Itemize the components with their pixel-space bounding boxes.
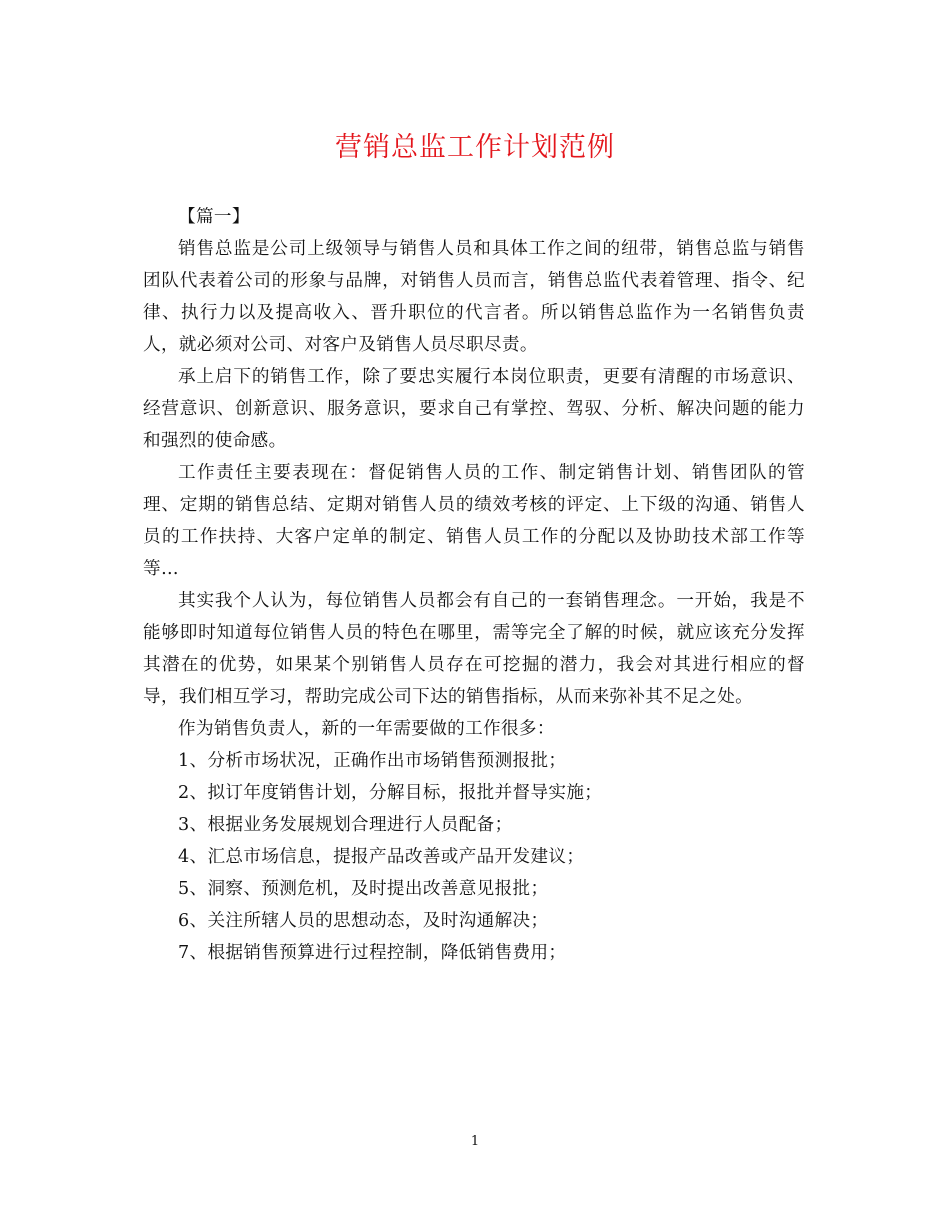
paragraph-1: 销售总监是公司上级领导与销售人员和具体工作之间的纽带，销售总监与销售团队代表着公司的形象与品牌，对销售人员而言，销售总监代表着管理、指令、纪律、执行力以及提高收入、晋升职位的代言者。所以销售总监作为一名销售负责人，就必须对公司、对客户及销售人员尽职尽责。 — [143, 239, 805, 355]
document-body — [143, 201, 805, 969]
list-item-4: 4、汇总市场信息，提报产品改善或产品开发建议； — [178, 847, 585, 867]
paragraph-5: 作为销售负责人，新的一年需要做的工作很多： — [178, 719, 555, 739]
section-label: 【篇一】 — [178, 207, 250, 227]
list-item-1: 1、分析市场状况，正确作出市场销售预测报批； — [178, 751, 567, 771]
page-number: 1 — [470, 1134, 480, 1149]
list-item-3: 3、根据业务发展规划合理进行人员配备； — [178, 815, 513, 835]
list-item-5: 5、洞察、预测危机，及时提出改善意见报批； — [178, 879, 549, 899]
paragraph-3: 工作责任主要表现在：督促销售人员的工作、制定销售计划、销售团队的管理、定期的销售总结、定期对销售人员的绩效考核的评定、上下级的沟通、销售人员的工作扶持、大客户定单的制定、销售人员工作的分配以及协助技术部工作等等… — [143, 463, 805, 579]
paragraph-4: 其实我个人认为，每位销售人员都会有自己的一套销售理念。一开始，我是不能够即时知道每位销售人员的特色在哪里，需等完全了解的时候，就应该充分发挥其潜在的优势，如果某个别销售人员存在可挖掘的潜力，我会对其进行相应的督导，我们相互学习，帮助完成公司下达的销售指标，从而来弥补其不足之处。 — [143, 591, 805, 707]
list-item-6: 6、关注所辖人员的思想动态，及时沟通解决； — [178, 911, 549, 931]
paragraph-2: 承上启下的销售工作，除了要忠实履行本岗位职责，更要有清醒的市场意识、经营意识、创新意识、服务意识，要求自己有掌控、驾驭、分析、解决问题的能力和强烈的使命感。 — [143, 367, 805, 451]
document-title: 营销总监工作计划范例 — [335, 132, 615, 163]
list-item-7: 7、根据销售预算进行过程控制，降低销售费用； — [178, 943, 567, 963]
list-item-2: 2、拟订年度销售计划，分解目标，报批并督导实施； — [178, 783, 603, 803]
